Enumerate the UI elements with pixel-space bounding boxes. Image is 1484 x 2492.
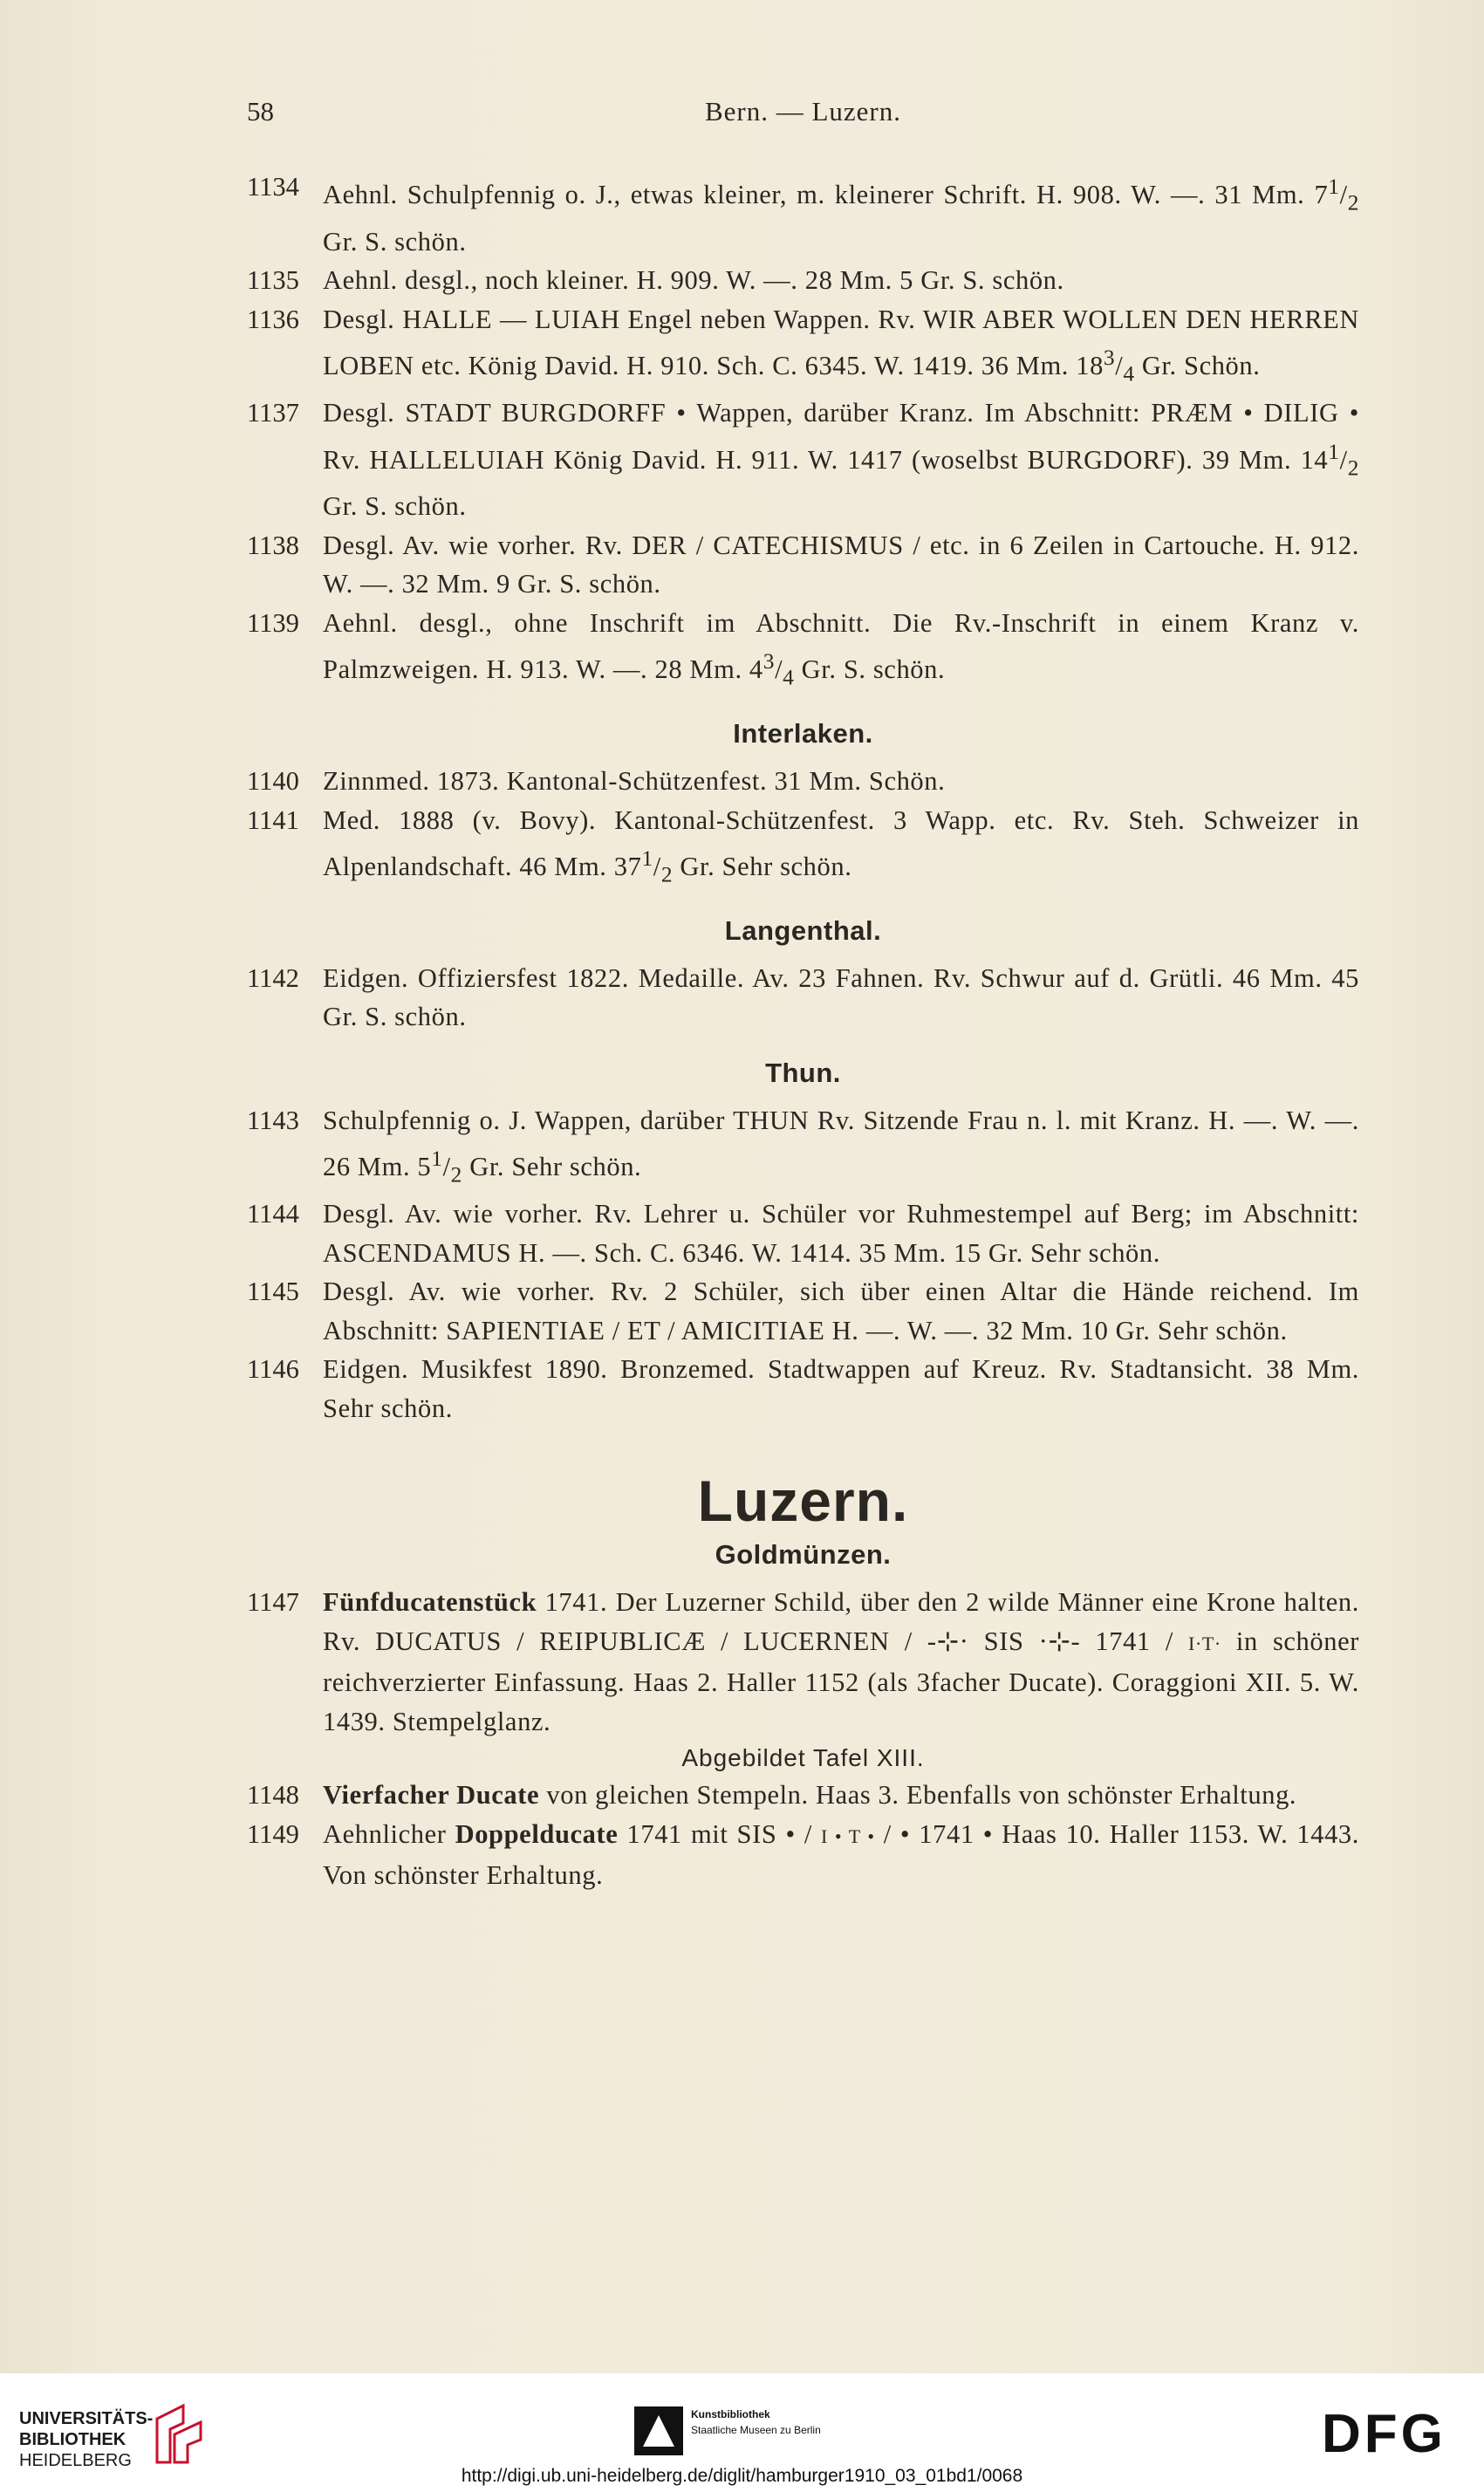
entry-number: 1141 [247, 804, 299, 835]
digitization-footer [0, 2373, 1484, 2492]
catalog-entry [247, 1101, 1359, 1195]
catalog-entry [247, 604, 1359, 697]
subheading-goldmuenzen: Goldmünzen. [715, 1539, 892, 1570]
plate-reference: Abgebildet Tafel XIII. [681, 1744, 925, 1771]
catalog-entry [247, 526, 1359, 604]
entry-number: 1136 [247, 304, 299, 334]
entries-bern [247, 168, 1359, 697]
kunstbibliothek-label [691, 2406, 821, 2438]
ub-logo-icon [148, 2401, 209, 2471]
catalog-entry [247, 261, 1359, 300]
catalog-content [247, 168, 1359, 1895]
entry-description: Aehnl. Schulpfennig o. J., etwas kleiner, m. kleinerer Schrift. H. 908. W. —. 31 Mm. $7^1/_2$ Gr. S. schön. [323, 175, 1359, 257]
entry-number: 1149 [247, 1818, 299, 1849]
entries-interlaken [247, 762, 1359, 894]
entry-number: 1148 [247, 1780, 299, 1810]
catalog-entry [247, 1776, 1359, 1815]
entries-langenthal [247, 959, 1359, 1037]
chapter-heading-luzern: Luzern. [697, 1468, 909, 1533]
section-heading-interlaken: Interlaken. [733, 718, 873, 749]
entry-number: 1140 [247, 766, 299, 796]
catalog-entry [247, 1350, 1359, 1427]
catalog-entry [247, 1195, 1359, 1272]
entry-number: 1144 [247, 1199, 299, 1229]
catalog-entry [247, 300, 1359, 394]
entries-thun [247, 1101, 1359, 1427]
entry-description: Schulpfennig o. J. Wappen, darüber THUN Rv. Sitzende Frau n. l. mit Kranz. H. —. W. —. 26 Mm. $5^1/_2$ Gr. Sehr schön. [323, 1105, 1359, 1188]
dfg-logo-icon [1322, 2406, 1470, 2459]
entry-description: Aehnl. desgl., ohne Inschrift im Abschnitt. Die Rv.-Inschrift in einem Kranz v. Palmzweigen. H. 913. W. —. 28 Mm. $4^3/_4$ Gr. S. schön. [323, 607, 1359, 690]
entry-number: 1147 [247, 1587, 299, 1617]
dfg-logo-text: DFG [1322, 2406, 1446, 2459]
entry-description: Desgl. STADT BURGDORFF • Wappen, darüber Kranz. Im Abschnitt: PRÆM • DILIG • Rv. HALLELUIAH König David. H. 911. W. 1417 (woselbst BURGDORF). 39 Mm. $14^1/_2$ Gr. S. schön. [323, 398, 1359, 522]
ub-line-3: HEIDELBERG [19, 2451, 132, 2470]
entry-number: 1143 [247, 1105, 299, 1135]
entry-description: Desgl. Av. wie vorher. Rv. 2 Schüler, sich über einen Altar die Hände reichend. Im Abschnitt: SAPIENTIAE / ET / AMICITIAE H. —. W. —. 32 Mm. 10 Gr. Sehr schön. [323, 1277, 1359, 1345]
kunstbibliothek-logo-icon [634, 2406, 683, 2455]
entry-description: Eidgen. Offiziersfest 1822. Medaille. Av. 23 Fahnen. Rv. Schwur auf d. Grütli. 46 Mm. 45 Gr. S. schön. [323, 962, 1359, 1032]
running-title: Bern. — Luzern. [704, 96, 902, 127]
ub-line-1: UNIVERSITÄTS- [19, 2409, 154, 2428]
entry-description: Desgl. Av. wie vorher. Rv. Lehrer u. Schüler vor Ruhmestempel auf Berg; im Abschnitt: ASCENDAMUS H. —. Sch. C. 6346. W. 1414. 35 Mm. 15 Gr. Sehr schön. [323, 1199, 1359, 1268]
entry-description: Med. 1888 (v. Bovy). Kantonal-Schützenfest. 3 Wapp. etc. Rv. Steh. Schweizer in Alpenlandschaft. 46 Mm. $37^1/_2$ Gr. Sehr schön. [323, 804, 1359, 887]
kb-line-1: Kunstbibliothek [691, 2408, 770, 2420]
catalog-entry [247, 959, 1359, 1037]
catalog-entry [247, 394, 1359, 526]
entry-number: 1139 [247, 607, 299, 638]
entry-number: 1134 [247, 172, 299, 202]
section-heading-thun: Thun. [765, 1057, 841, 1088]
entry-description: Vierfacher Ducate von gleichen Stempeln. Haas 3. Ebenfalls von schönster Erhaltung. [323, 1780, 1297, 1810]
entry-description: Desgl. HALLE — LUIAH Engel neben Wappen. Rv. WIR ABER WOLLEN DEN HERREN LOBEN etc. König David. H. 910. Sch. C. 6345. W. 1419. 36 Mm. $18^3/_4$ Gr. Schön. [323, 304, 1359, 387]
catalog-entry [247, 168, 1359, 261]
catalog-entry [247, 1583, 1359, 1741]
page-header [247, 96, 1359, 131]
entries-luzern-gold-2 [247, 1776, 1359, 1895]
entry-number: 1135 [247, 265, 299, 296]
entry-description: Zinnmed. 1873. Kantonal-Schützenfest. 31 Mm. Schön. [323, 766, 946, 796]
page-number: 58 [247, 96, 274, 127]
entry-description: Eidgen. Musikfest 1890. Bronzemed. Stadtwappen auf Kreuz. Rv. Stadtansicht. 38 Mm. Sehr schön. [323, 1354, 1359, 1423]
entry-description: Desgl. Av. wie vorher. Rv. DER / CATECHISMUS / etc. in 6 Zeilen in Cartouche. H. 912. W. —. 32 Mm. 9 Gr. S. schön. [323, 530, 1359, 599]
catalog-entry [247, 1815, 1359, 1895]
entry-number: 1137 [247, 398, 299, 428]
entry-number: 1142 [247, 962, 299, 993]
entry-description: Aehnl. desgl., noch kleiner. H. 909. W. —. 28 Mm. 5 Gr. S. schön. [323, 265, 1064, 296]
kb-line-2: Staatliche Museen zu Berlin [691, 2424, 821, 2436]
entries-luzern-gold [247, 1583, 1359, 1741]
entry-number: 1145 [247, 1277, 299, 1306]
entry-number: 1146 [247, 1354, 299, 1384]
entry-description: Fünfducatenstück 1741. Der Luzerner Schild, über den 2 wilde Männer eine Krone halten. Rv. DUCATUS / REIPUBLICÆ / LUCERNEN / -⊹· SIS ·⊹- 1741 / I·T· in schöner reichverzierter Einfassung. Haas 2. Haller 1152 (als 3facher Ducate). Coraggioni XII. 5. W. 1439. Stempelglanz. [323, 1587, 1359, 1736]
ub-heidelberg-label [19, 2408, 153, 2471]
catalog-entry [247, 801, 1359, 894]
ub-line-2: BIBLIOTHEK [19, 2430, 127, 2449]
permalink-url[interactable]: http://digi.ub.uni-heidelberg.de/diglit/hamburger1910_03_01bd1/0068 [461, 2466, 1023, 2486]
section-heading-langenthal: Langenthal. [724, 914, 882, 946]
catalog-entry [247, 762, 1359, 801]
entry-number: 1138 [247, 530, 299, 560]
catalog-entry [247, 1272, 1359, 1350]
entry-description: Aehnlicher Doppelducate 1741 mit SIS • / I • T • / • 1741 • Haas 10. Haller 1153. W. 1443. Von schönster Erhaltung. [323, 1818, 1360, 1890]
